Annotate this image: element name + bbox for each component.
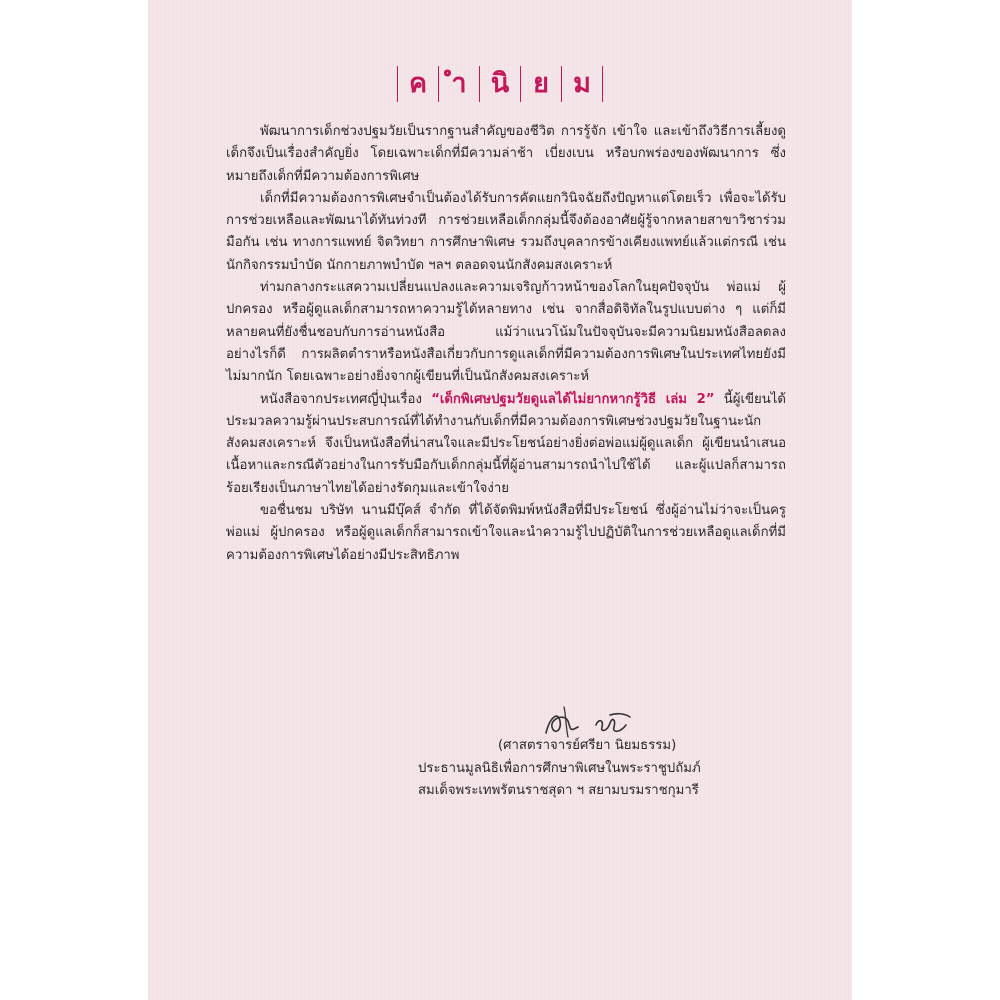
paragraph-4 [226, 389, 786, 500]
paragraph-3: ท่ามกลางกระแสความเปลี่ยนแปลงและความเจริญก้าวหน้าของโลกในยุคปัจจุบัน พ่อแม่ ผู้ปกครอง หรือผู้ดูแลเด็กสามารถหาความรู้ได้หลายทาง เช่น จากสื่อดิจิทัลในรูปแบบต่าง ๆ แต่ก็มีหลายคนที่ยังชื่นชอบกับการอ่านหนังสือ แม้ว่าแนวโน้มในปัจจุบันจะมีความนิยมหนังสือลดลง อย่างไรก็ดี การผลิตตำราหรือหนังสือเกี่ยวกับการดูแลเด็กที่มีความต้องการพิเศษในประเทศไทยยังมีไม่มากนัก โดยเฉพาะอย่างยิ่งจากผู้เขียนที่เป็นนักสังคมสงเคราะห์ [226, 280, 786, 385]
page-title [148, 66, 852, 102]
title-char: ค [397, 66, 438, 102]
title-char: ำ [438, 66, 479, 102]
signatory-position-line2: สมเด็จพระเทพรัตนราชสุดา ฯ สยามบรมราชกุมารี [418, 783, 699, 798]
document-page [148, 0, 852, 1000]
paragraph-2: เด็กที่มีความต้องการพิเศษจำเป็นต้องได้รับการคัดแยกวินิจฉัยถึงปัญหาแต่โดยเร็ว เพื่อจะได้รับการช่วยเหลือและพัฒนาได้ทันท่วงที การช่วยเหลือเด็กกลุ่มนี้จึงต้องอาศัยผู้รู้จากหลายสาขาวิชาร่วมมือกัน เช่น ทางการแพทย์ จิตวิทยา การศึกษาพิเศษ รวมถึงบุคลากรข้างเคียงแพทย์แล้วแต่กรณี เช่น นักกิจกรรมบำบัด นักกายภาพบำบัด ฯลฯ ตลอดจนนักสังคมสงเคราะห์ [226, 190, 786, 273]
title-char: ย [520, 66, 561, 102]
signatory-name: (ศาสตราจารย์ศรียา นิยมธรรม) [498, 738, 677, 753]
paragraph-5: ขอชื่นชม บริษัท นานมีบุ๊คส์ จำกัด ที่ได้จัดพิมพ์หนังสือที่มีประโยชน์ ซึ่งผู้อ่านไม่ว่าจะเป็นครู พ่อแม่ ผู้ปกครอง หรือผู้ดูแลเด็กก็สามารถเข้าใจและนำความรู้ไปปฏิบัติในการช่วยเหลือดูแลเด็กที่มีความต้องการพิเศษได้อย่างมีประสิทธิภาพ [226, 503, 786, 563]
title-char: ม [561, 66, 603, 102]
foreword-body [226, 121, 786, 567]
signatory-position-line1: ประธานมูลนิธิเพื่อการศึกษาพิเศษในพระราชูปถัมภ์ [418, 760, 701, 776]
title-char: นิ [479, 66, 520, 102]
signatory-block [418, 735, 798, 803]
book-title-highlight: “เด็กพิเศษปฐมวัยดูแลได้ไม่ยากหากรู้วิธี เล่ม 2” [431, 391, 715, 407]
paragraph-4-after: นี้ผู้เขียนได้ประมวลความรู้ผ่านประสบการณ์ที่ได้ทำงานกับเด็กที่มีความต้องการพิเศษช่วงปฐมวัยในฐานะนักสังคมสงเคราะห์ จึงเป็นหนังสือที่น่าสนใจและมีประโยชน์อย่างยิ่งต่อพ่อแม่ผู้ดูแลเด็ก ผู้เขียนนำเสนอเนื้อหาและกรณีตัวอย่างในการรับมือกับเด็กกลุ่มนี้ที่ผู้อ่านสามารถนำไปใช้ได้ และผู้แปลก็สามารถร้อยเรียงเป็นภาษาไทยได้อย่างรัดกุมและเข้าใจง่าย [226, 391, 786, 496]
paragraph-4-before: หนังสือจากประเทศญี่ปุ่นเรื่อง [260, 391, 432, 407]
paragraph-1: พัฒนาการเด็กช่วงปฐมวัยเป็นรากฐานสำคัญของชีวิต การรู้จัก เข้าใจ และเข้าถึงวิธีการเลี้ยงดูเด็กจึงเป็นเรื่องสำคัญยิ่ง โดยเฉพาะเด็กที่มีความล่าช้า เบี่ยงเบน หรือบกพร่องของพัฒนาการ ซึ่งหมายถึงเด็กที่มีความต้องการพิเศษ [226, 124, 786, 184]
